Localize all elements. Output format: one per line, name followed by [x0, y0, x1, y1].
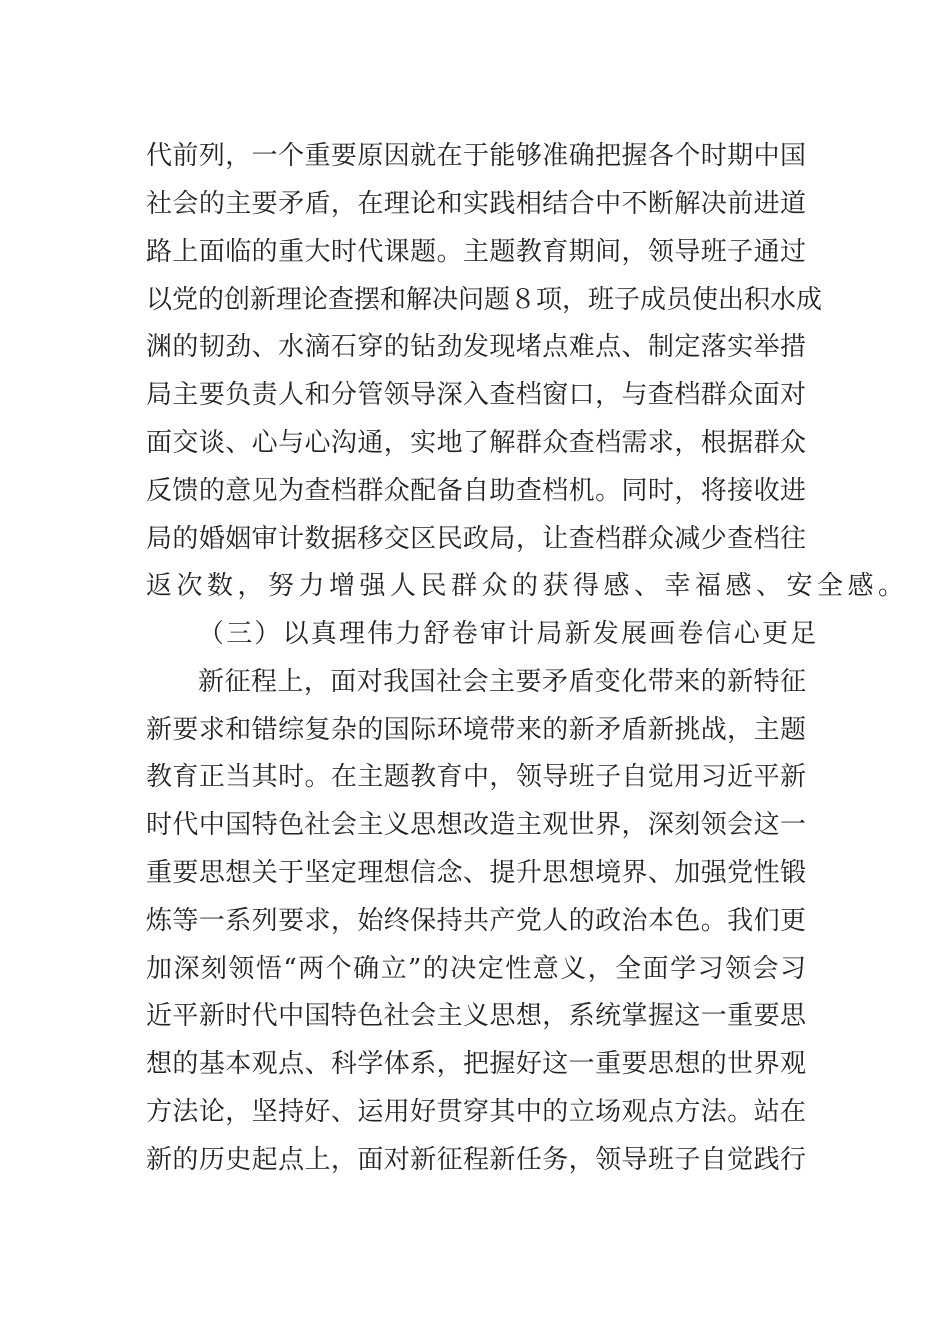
body-line: 新要求和错综复杂的国际环境带来的新矛盾新挑战，主题 — [146, 715, 806, 745]
paragraph-first-line: 新征程上，面对我国社会主要矛盾变化带来的新特征 — [198, 667, 806, 697]
body-line: 面交谈、心与心沟通，实地了解群众查档需求，根据群众 — [146, 428, 806, 458]
body-line: 炼等一系列要求，始终保持共产党人的政治本色。我们更 — [146, 906, 806, 936]
body-line: 想的基本观点、科学体系，把握好这一重要思想的世界观 — [146, 1049, 806, 1079]
body-line: 局主要负责人和分管领导深入查档窗口，与查档群众面对 — [146, 380, 806, 410]
body-line: 近平新时代中国特色社会主义思想，系统掌握这一重要思 — [146, 1001, 806, 1031]
body-line: 重要思想关于坚定理想信念、提升思想境界、加强党性锻 — [146, 858, 806, 888]
body-line: 时代中国特色社会主义思想改造主观世界，深刻领会这一 — [146, 810, 806, 840]
body-line: 路上面临的重大时代课题。主题教育期间，领导班子通过 — [146, 237, 806, 267]
body-line: 反馈的意见为查档群众配备自助查档机。同时，将接收进 — [146, 476, 806, 506]
body-line: 社会的主要矛盾，在理论和实践相结合中不断解决前进道 — [146, 189, 806, 219]
body-line: 方法论，坚持好、运用好贯穿其中的立场观点方法。站在 — [146, 1097, 806, 1127]
body-line: 新的历史起点上，面对新征程新任务，领导班子自觉践行 — [146, 1145, 806, 1175]
body-line: 返次数，努力增强人民群众的获得感、幸福感、安全感。 — [146, 571, 909, 601]
body-line: 教育正当其时。在主题教育中，领导班子自觉用习近平新 — [146, 762, 806, 792]
body-line: 局的婚姻审计数据移交区民政局，让查档群众减少查档往 — [146, 524, 806, 554]
body-line: 以党的创新理论查摆和解决问题８项，班子成员使出积水成 — [146, 285, 823, 315]
body-line: 加深刻领悟“两个确立”的决定性意义，全面学习领会习 — [146, 954, 806, 984]
body-line: 代前列，一个重要原因就在于能够准确把握各个时期中国 — [146, 141, 806, 171]
section-heading: （三）以真理伟力舒卷审计局新发展画卷信心更足 — [198, 619, 819, 649]
body-line: 渊的韧劲、水滴石穿的钻劲发现堵点难点、制定落实举措 — [146, 332, 806, 362]
